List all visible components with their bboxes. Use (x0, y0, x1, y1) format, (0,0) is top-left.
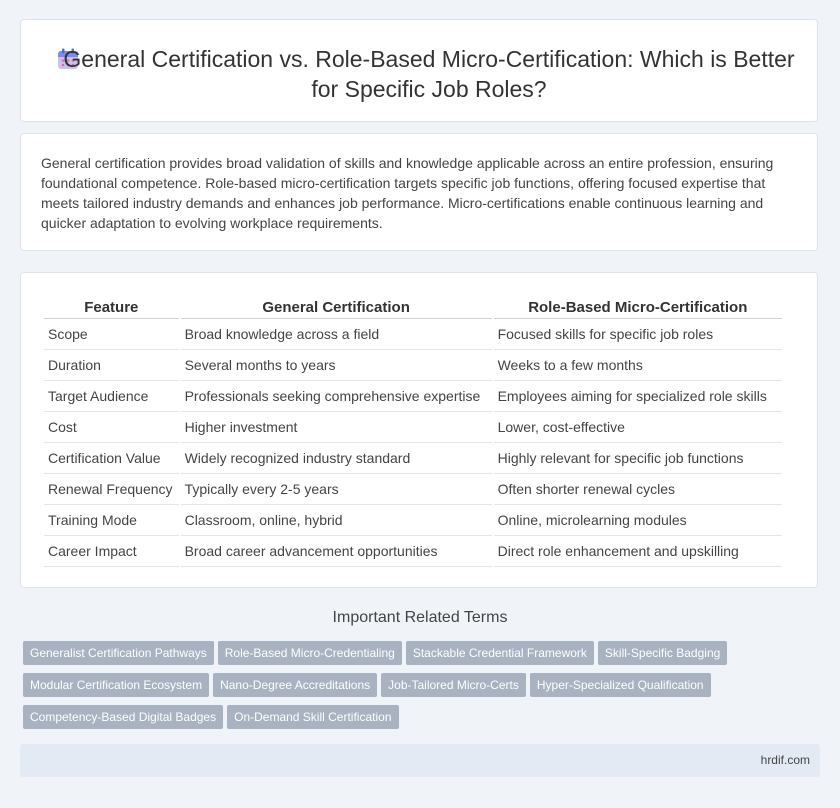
term-tag[interactable]: Nano-Degree Accreditations (213, 673, 377, 697)
table-cell-role-based: Employees aiming for specialized role skills (494, 381, 782, 412)
table-cell-general: Classroom, online, hybrid (181, 505, 492, 536)
footer-site-link[interactable]: hrdif.com (760, 753, 810, 767)
column-header-general: General Certification (181, 296, 492, 319)
table-cell-general: Broad knowledge across a field (181, 319, 492, 350)
term-tag[interactable]: Role-Based Micro-Credentialing (218, 641, 402, 665)
term-tag[interactable]: Competency-Based Digital Badges (23, 705, 223, 729)
column-header-feature: Feature (44, 296, 179, 319)
table-cell-feature: Target Audience (44, 381, 179, 412)
table-cell-feature: Career Impact (44, 536, 179, 567)
table-row (44, 443, 782, 474)
table-cell-role-based: Lower, cost-effective (494, 412, 782, 443)
table-cell-role-based: Often shorter renewal cycles (494, 474, 782, 505)
related-terms-heading: Important Related Terms (332, 609, 508, 626)
term-tag[interactable]: Skill-Specific Badging (598, 641, 727, 665)
term-tag[interactable]: Generalist Certification Pathways (23, 641, 214, 665)
table-cell-general: Broad career advancement opportunities (181, 536, 492, 567)
table-row (44, 381, 782, 412)
related-terms-list (23, 641, 813, 737)
table-row (44, 474, 782, 505)
intro-card (20, 133, 818, 251)
comparison-table (42, 296, 784, 567)
table-row (44, 505, 782, 536)
title-card (20, 19, 818, 122)
table-cell-feature: Duration (44, 350, 179, 381)
intro-paragraph: General certification provides broad validation of skills and knowledge applicable across an entire profession, ensuring foundational competence. Role-based micro-certification targets specific job functions, offering focused expertise that meets tailored industry demands and enhances job performance. Micro-certifications enable continuous learning and quicker adaptation to evolving workplace requirements. (41, 155, 774, 231)
table-cell-role-based: Online, microlearning modules (494, 505, 782, 536)
table-cell-feature: Certification Value (44, 443, 179, 474)
term-tag[interactable]: Modular Certification Ecosystem (23, 673, 209, 697)
page-title: General Certification vs. Role-Based Micro-Certification: Which is Better for Specific Job Roles? (63, 46, 795, 102)
table-cell-role-based: Direct role enhancement and upskilling (494, 536, 782, 567)
footer (20, 744, 820, 777)
table-row (44, 350, 782, 381)
table-cell-role-based: Highly relevant for specific job functions (494, 443, 782, 474)
table-cell-role-based: Focused skills for specific job roles (494, 319, 782, 350)
table-row (44, 319, 782, 350)
table-cell-feature: Renewal Frequency (44, 474, 179, 505)
table-row (44, 536, 782, 567)
term-tag[interactable]: On-Demand Skill Certification (227, 705, 398, 729)
term-tag[interactable]: Hyper-Specialized Qualification (530, 673, 711, 697)
table-cell-general: Typically every 2-5 years (181, 474, 492, 505)
comparison-card (20, 272, 818, 588)
term-tag[interactable]: Stackable Credential Framework (406, 641, 594, 665)
column-header-role-based: Role-Based Micro-Certification (494, 296, 782, 319)
table-header-row (44, 296, 782, 319)
table-cell-role-based: Weeks to a few months (494, 350, 782, 381)
table-cell-general: Higher investment (181, 412, 492, 443)
table-cell-feature: Training Mode (44, 505, 179, 536)
table-cell-general: Several months to years (181, 350, 492, 381)
table-cell-general: Widely recognized industry standard (181, 443, 492, 474)
table-cell-feature: Cost (44, 412, 179, 443)
table-cell-feature: Scope (44, 319, 179, 350)
table-cell-general: Professionals seeking comprehensive expertise (181, 381, 492, 412)
term-tag[interactable]: Job-Tailored Micro-Certs (381, 673, 526, 697)
table-row (44, 412, 782, 443)
